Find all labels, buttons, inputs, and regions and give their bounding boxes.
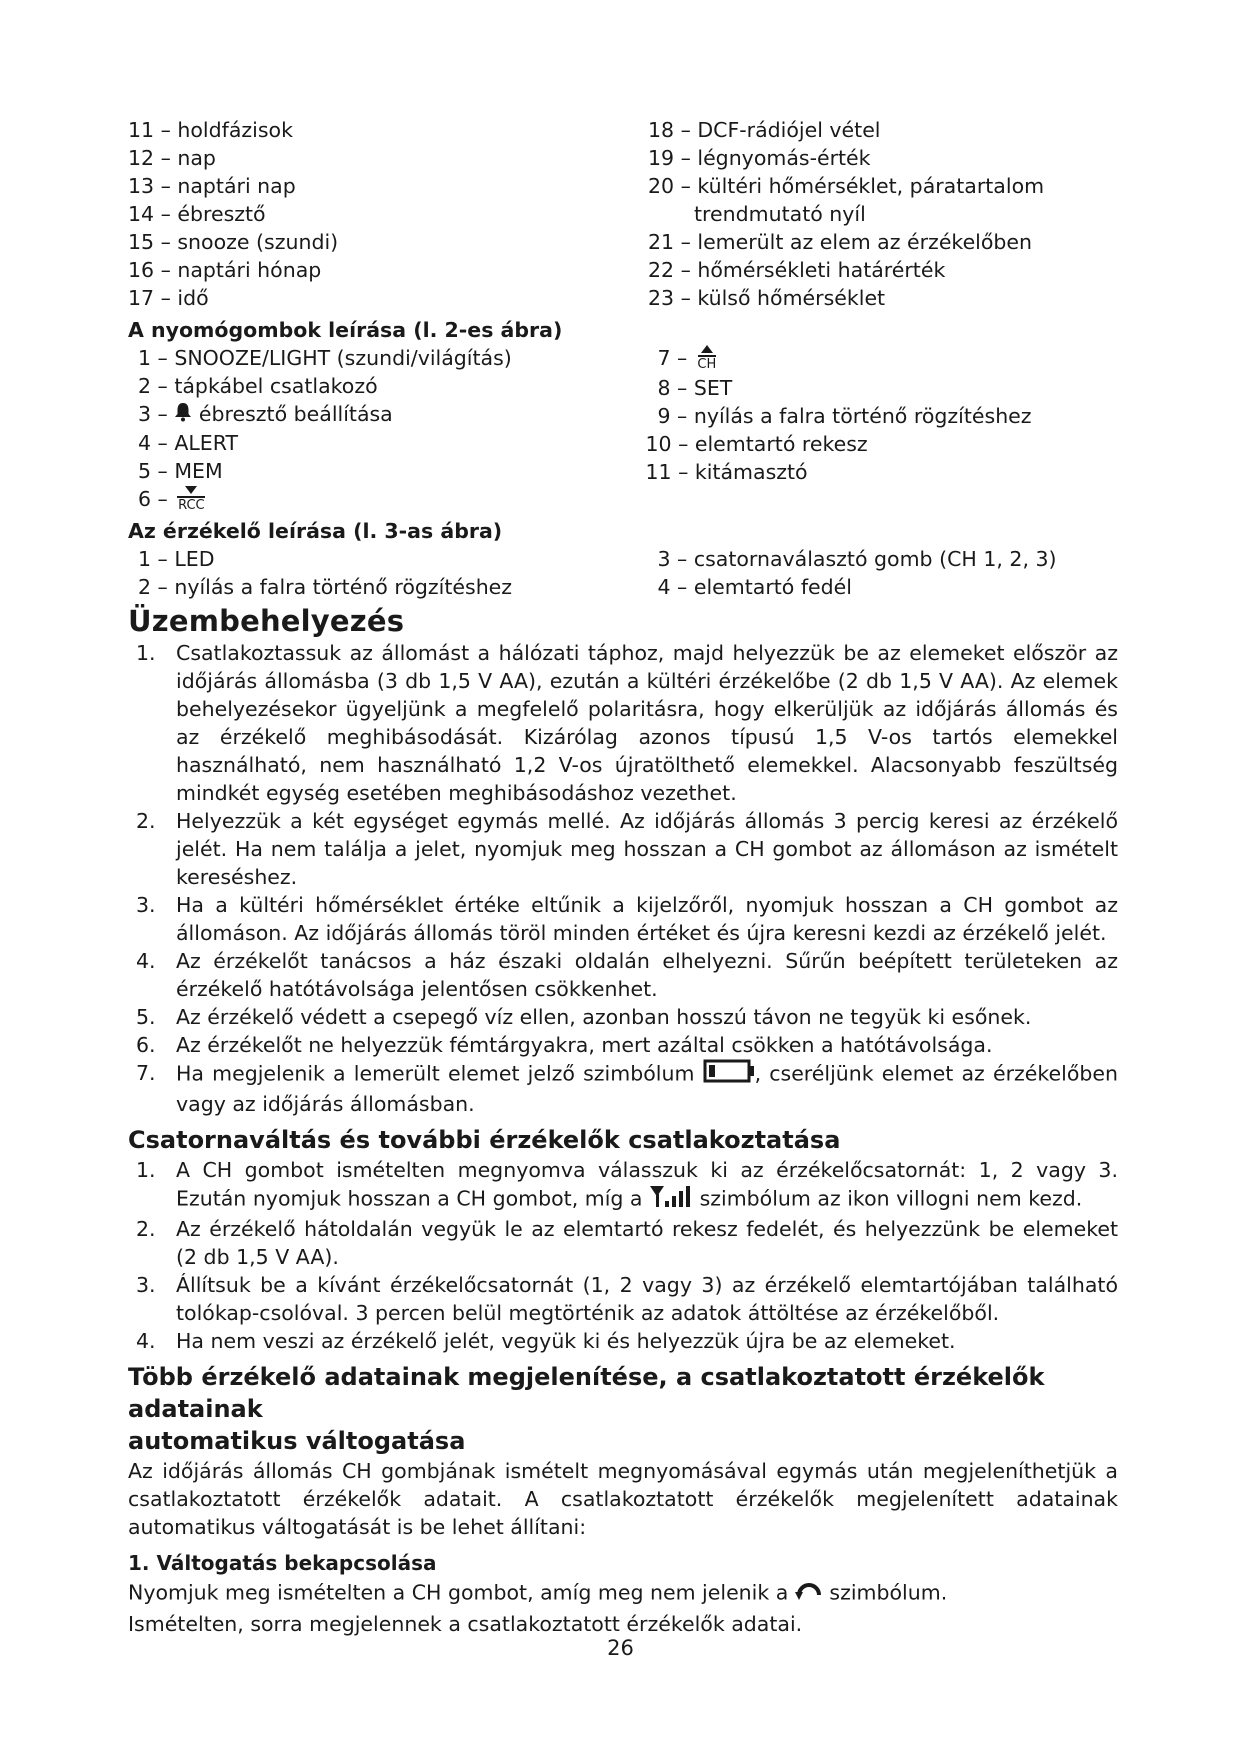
list-item: 1. Csatlakoztassuk az állomást a hálózati táphoz, majd helyezzük be az elemeket először az időjárás állomásba (3 db 1,5 V AA), ezután a kültéri érzékelőbe (2 db 1,5 V AA). Az elemek behelyezésekor ügyeljünk a megfelelő polaritásra, hogy elkerüljük az időjárás állomás és az érzékelő meghibásodását. Kizárólag azonos típusú 1,5 V-os tartós elemekkel használható, nem használható 1,2 V-os újratölthető elemekkel. Alacsonyabb feszültség mindkét egység esetében meghibásodáshoz vezethet.	[136, 641, 1118, 805]
legend-right-column	[648, 116, 1118, 312]
list-item: 6. Az érzékelőt ne helyezzük fémtárgyakra, mert azáltal csökken a hatótávolsága.	[136, 1033, 993, 1057]
sensor-heading: Az érzékelő leírása (l. 3-as ábra)	[128, 519, 503, 543]
sensor-left-column	[128, 545, 648, 601]
page-number: 26	[607, 1636, 634, 1660]
button-item: 4 – ALERT	[138, 431, 238, 455]
button-item-prefix: 7 –	[657, 346, 688, 370]
sensor-item: 3 – csatornaválasztó gomb (CH 1, 2, 3)	[657, 547, 1057, 571]
list-item: 3. Ha a kültéri hőmérséklet értéke eltűnik a kijelzőről, nyomjuk hosszan a CH gombot az állomáson. Az időjárás állomás töröl minden értéket és újra keresni kezdi az érzékelő jelét.	[136, 893, 1118, 945]
rcc-down-arrow-icon	[174, 485, 208, 515]
button-item-text: ébresztő beállítása	[198, 402, 393, 426]
list-item: 1. A CH gombot ismételten megnyomva válasszuk ki az érzékelőcsatornát: 1, 2 vagy 3. Ezután nyomjuk hosszan a CH gombot, míg a szimbólum az ikon villogni nem kezd.	[128, 1156, 1118, 1215]
button-item: 9 – nyílás a falra történő rögzítéshez	[657, 404, 1032, 428]
buttons-left-column	[128, 344, 648, 515]
list-item: 3. Állítsuk be a kívánt érzékelőcsatornát (1, 2 vagy 3) az érzékelő elemtartójában található tolókap-csolóval. 3 percen belül megtörténik az adatok áttöltése az érzékelőből.	[136, 1273, 1118, 1325]
setup-list	[128, 639, 1118, 1118]
multi-paragraph: Az időjárás állomás CH gombjának ismételt megnyomásával egymás után megjeleníthetjük a csatlakoztatott érzékelők adatait. A csatlakoztatott érzékelők megjelenített adatainak automatikus váltogatását is be lehet állítani:	[128, 1459, 1118, 1539]
bell-icon	[174, 401, 192, 429]
legend-left-column	[128, 116, 648, 312]
button-item: 11 – kitámasztó	[645, 460, 808, 484]
legend-item: 19 – légnyomás-érték	[648, 146, 871, 170]
legend-item: 21 – lemerült az elem az érzékelőben	[648, 230, 1033, 254]
sensor-list	[128, 545, 1118, 601]
cycling-line: Ismételten, sorra megjelennek a csatlakoztatott érzékelők adatai.	[128, 1612, 803, 1636]
button-item-prefix: 6 –	[138, 487, 168, 511]
signal-strength-icon	[649, 1184, 693, 1215]
ch-up-arrow-icon	[694, 344, 720, 374]
sensor-right-column	[648, 545, 1119, 601]
channel-list	[128, 1156, 1118, 1355]
list-item: 2. Helyezzük a két egységet egymás mellé. Az időjárás állomás 3 percig keresi az érzékelő jelét. Ha nem találja a jelet, nyomjuk meg hosszan a CH gombot az állomáson az ismételt kereséshez.	[136, 809, 1118, 889]
button-item: 5 – MEM	[138, 459, 223, 483]
cycling-line: Nyomjuk meg ismételten a CH gombot, amíg meg nem jelenik a szimbólum.	[128, 1577, 1118, 1610]
legend-item: 22 – hőmérsékleti határérték	[648, 258, 946, 282]
button-item	[658, 344, 1119, 374]
multi-heading: Több érzékelő adatainak megjelenítése, a csatlakoztatott érzékelők adatainak automatikus váltogatása	[128, 1363, 1045, 1455]
legend-item: 15 – snooze (szundi)	[128, 230, 339, 254]
button-item: 8 – SET	[657, 376, 733, 400]
page-content	[128, 116, 1118, 1638]
cycling-subheading: 1. Váltogatás bekapcsolása	[128, 1551, 437, 1575]
list-item: 4. Az érzékelőt tanácsos a ház északi oldalán elhelyezni. Sűrűn beépített területeken az érzékelő hatótávolsága jelentősen csökkenhet.	[136, 949, 1118, 1001]
legend-item: 16 – naptári hónap	[128, 258, 322, 282]
legend-item: 13 – naptári nap	[128, 174, 296, 198]
channel-heading: Csatornaváltás és további érzékelők csatlakoztatása	[128, 1126, 841, 1154]
list-item: 2. Az érzékelő hátoldalán vegyük le az elemtartó rekesz fedelét, és helyezzünk be elemeket (2 db 1,5 V AA).	[136, 1217, 1118, 1269]
button-item: 1 – SNOOZE/LIGHT (szundi/világítás)	[138, 346, 512, 370]
legend-item: 14 – ébresztő	[128, 202, 266, 226]
legend-item: 12 – nap	[128, 146, 216, 170]
button-item: 2 – tápkábel csatlakozó	[138, 374, 378, 398]
list-item: 7. Ha megjelenik a lemerült elemet jelző szimbólum , cseréljünk elemet az érzékelőben vagy az időjárás állomásban.	[136, 1061, 1118, 1116]
button-item: 10 – elemtartó rekesz	[645, 432, 868, 456]
legend-item: 20 – kültéri hőmérséklet, páratartalom	[648, 174, 1045, 198]
buttons-heading: A nyomógombok leírása (l. 2-es ábra)	[128, 318, 563, 342]
ch-label: CH	[697, 357, 717, 372]
rotate-arrow-icon	[795, 1577, 823, 1610]
rcc-label: RCC	[178, 498, 205, 513]
legend-item: 11 – holdfázisok	[128, 118, 293, 142]
low-battery-icon	[703, 1059, 755, 1090]
list-item: 5. Az érzékelő védett a csepegő víz ellen, azonban hosszú távon ne tegyük ki esőnek.	[136, 1005, 1032, 1029]
buttons-right-column	[645, 344, 1119, 515]
display-legend	[128, 116, 1118, 312]
sensor-item: 2 – nyílás a falra történő rögzítéshez	[138, 575, 513, 599]
legend-item: 17 – idő	[128, 286, 209, 310]
legend-item-continued: trendmutató nyíl	[694, 202, 866, 226]
legend-item: 18 – DCF-rádiójel vétel	[648, 118, 881, 142]
button-item-prefix: 3 –	[138, 402, 168, 426]
sensor-item: 4 – elemtartó fedél	[657, 575, 852, 599]
legend-item: 23 – külső hőmérséklet	[648, 286, 886, 310]
button-item	[138, 485, 648, 515]
button-item	[138, 400, 648, 429]
list-item: 4. Ha nem veszi az érzékelő jelét, vegyük ki és helyezzük újra be az elemeket.	[136, 1329, 956, 1353]
sensor-item: 1 – LED	[138, 547, 215, 571]
buttons-list	[128, 344, 1118, 515]
setup-heading: Üzembehelyezés	[128, 604, 405, 638]
